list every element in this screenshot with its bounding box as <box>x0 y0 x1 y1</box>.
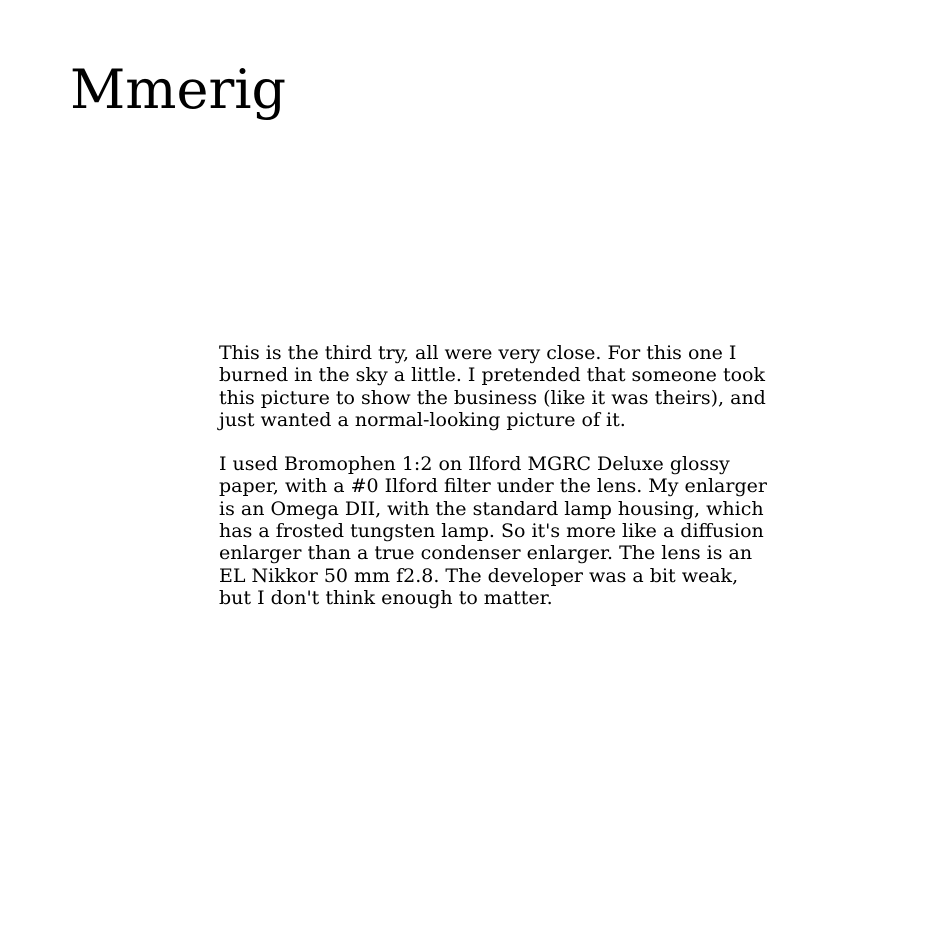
paragraph-second: I used Bromophen 1:2 on Ilford MGRC Deluxe glossy paper, with a #0 Ilford filter under the lens. My enlarger is an Omega DII, with the standard lamp housing, which has a frosted tungsten lamp. So it's more like a diffusion enlarger than a true condenser enlarger. The lens is an EL Nikkor 50 mm f2.8. The developer was a bit weak, but I don't think enough to matter. <box>219 453 767 609</box>
body-text <box>219 342 779 609</box>
page-title: Mmerig <box>70 58 287 121</box>
paragraph-first: This is the third try, all were very close. For this one I burned in the sky a little. I pretended that someone took this picture to show the business (like it was theirs), and just wanted a normal-looking picture of it. <box>219 342 766 431</box>
